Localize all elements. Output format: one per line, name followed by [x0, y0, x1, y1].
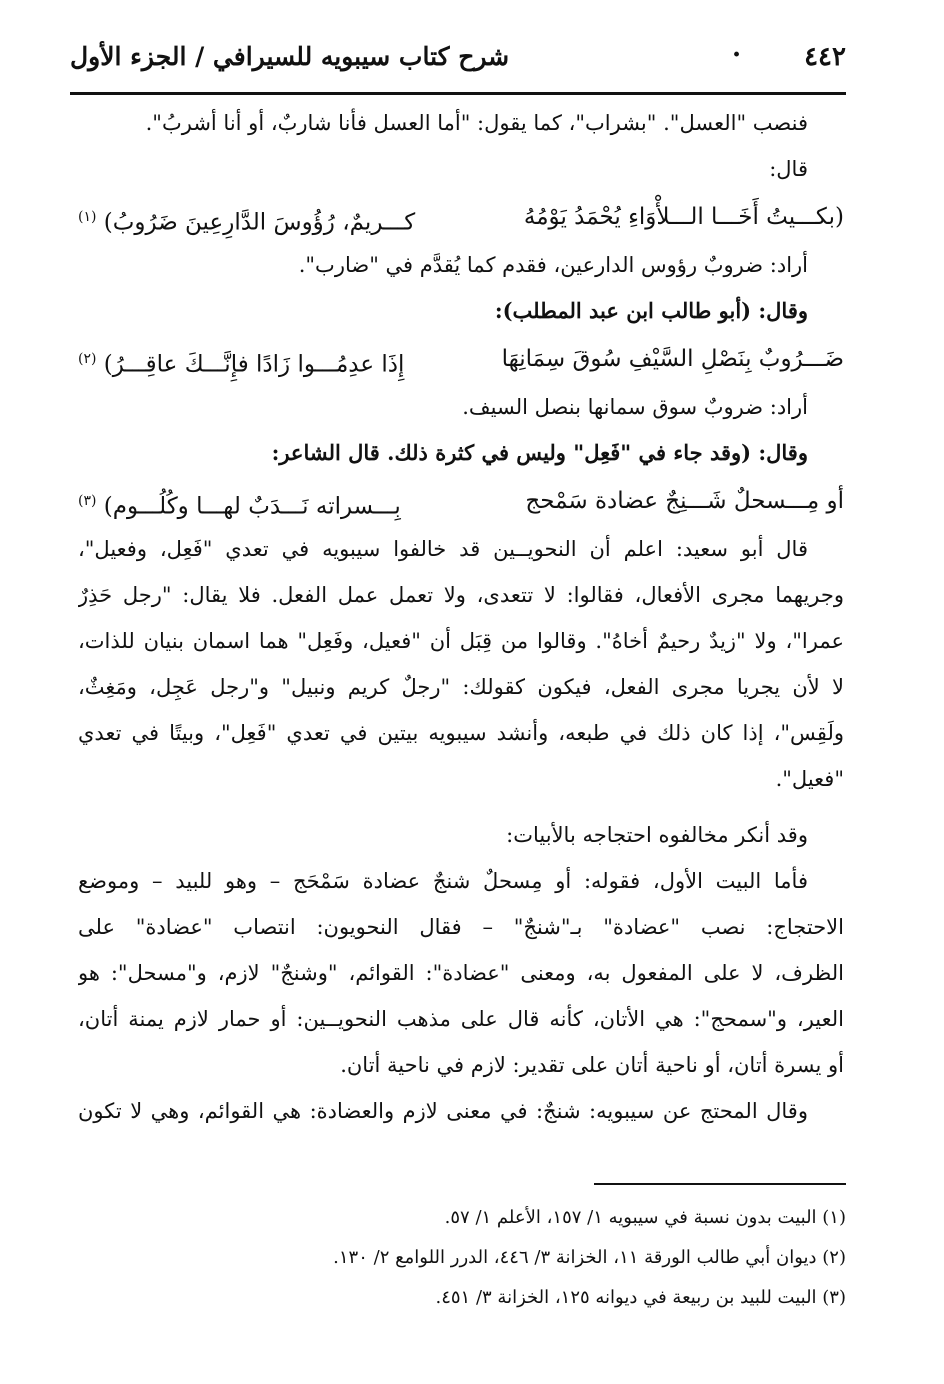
verse-2-first-hemistich: ضَـــرُوبٌ بِنَصْلِ السَّيْفِ سُوقَ سِمَانِهَا — [501, 346, 844, 372]
text-line: عمرا"، ولا "زيدٌ رحيمٌ أخاهُ". وقالوا من قِبَل أن "فعيل، وفَعِل" هما اسمان بنيان للذات، — [78, 629, 844, 653]
text-line: لا لأن يجريا مجرى الفعل، فيكون كقولك: "رجلٌ كريم ونبيل" و"رجل عَجِل، ومَغِثٌ، — [78, 675, 844, 699]
text-line: الاحتجاج: نصب "عضادة" بـ"شنجٌ" – فقال النحويون: انتصاب "عضادة" على — [78, 915, 844, 939]
header-separator: · — [732, 40, 742, 70]
footnote-ref-3: (٣) — [78, 493, 97, 509]
verse-3-second-text: بِـــسراته نَـــدَبٌ لهـــا وكُلُـــوم) — [103, 493, 401, 520]
footnote-3: (٣) البيت للبيد بن ربيعة في ديوانه ١٢٥، الخزانة ٣/ ٤٥١. — [435, 1287, 846, 1308]
header-rule — [70, 92, 846, 95]
verse-1-second-text: كـــريمٌ، رُؤُوسَ الدَّارِعِينَ ضَرُوبُ) — [103, 209, 416, 236]
text-line: "فعيل". — [775, 767, 844, 791]
verse-3-second-hemistich — [78, 476, 401, 532]
verse-3 — [78, 476, 844, 526]
verse-3-first-hemistich: أو مِـــسحلٌ شَـــنِجٌ عضادة سَمْحج — [525, 488, 844, 514]
text-line: وجريهما مجرى الأفعال، فقالوا: لا تتعدى، ولا تعمل عمل الفعل. فلا يقال: "رجل حَذِرٌ — [78, 583, 844, 607]
text-line: ولَقِس"، إذا كان ذلك في طبعه، وأنشد سيبويه بيتين في تعدي "فَعِل"، وبيتًا في تعدي — [78, 721, 844, 745]
verse-2 — [78, 334, 844, 384]
text-line: وقال: (وقد جاء في "فَعِل" وليس في كثرة ذلك. قال الشاعر: — [271, 440, 808, 465]
main-text — [78, 100, 844, 1134]
footnote-rule — [594, 1183, 846, 1185]
verse-2-second-hemistich — [78, 334, 404, 390]
footnotes — [80, 1198, 846, 1318]
text-line: فأما البيت الأول، فقوله: أو مِسحلٌ شنجٌ عضادة سَمْحَج – وهو للبيد – وموضع — [78, 869, 808, 893]
verse-1-second-hemistich — [78, 192, 415, 248]
page-number: ٤٤٢ — [804, 42, 846, 72]
footnote-1: (١) البيت بدون نسبة في سيبويه ١/ ١٥٧، الأعلم ١/ ٥٧. — [444, 1207, 846, 1228]
text-line: الظرف، لا على المفعول به، ومعنى "عضادة": القوائم، "وشنجٌ" لازم، و"مسحل": هو — [78, 961, 844, 985]
footnote-ref-2: (٢) — [78, 351, 97, 367]
verse-1 — [78, 192, 844, 242]
text-line: وقد أنكر مخالفوه احتجاجه بالأبيات: — [506, 823, 808, 847]
verse-2-second-text: إِذَا عدِمُـــوا زَادًا فإِنَّـــكَ عاقِـــرُ) — [103, 351, 405, 378]
running-title: شرح كتاب سيبويه للسيرافي / الجزء الأول — [70, 42, 510, 71]
running-header — [70, 38, 846, 84]
text-line: أو يسرة أتان، أو ناحية أتان على تقدير: لازم في ناحية أتان. — [340, 1053, 844, 1077]
text-line: فنصب "العسل". "بشراب"، كما يقول: "أما العسل فأنا شاربٌ، أو أنا أشربُ". — [145, 111, 808, 135]
verse-1-first-hemistich: (بكـــيتُ أَخَـــا الـــلأْوَاءِ يُحْمَدُ يَوْمُهُ — [523, 204, 844, 230]
text-line: أراد: ضروبٌ رؤوس الدارعين، فقدم كما يُقدَّم في "ضارب". — [298, 253, 808, 277]
text-line: أراد: ضروبٌ سوق سمانها بنصل السيف. — [462, 395, 808, 419]
text-line: قال: — [769, 157, 808, 181]
text-line: وقال المحتج عن سيبويه: شنجٌ: في معنى لازم والعضادة: هي القوائم، وهي لا تكون — [78, 1099, 808, 1123]
footnote-2: (٢) ديوان أبي طالب الورقة ١١، الخزانة ٣/ ٤٤٦، الدرر اللوامع ٢/ ١٣٠. — [333, 1247, 846, 1268]
paragraph-gap — [78, 802, 844, 812]
footnote-ref-1: (١) — [78, 209, 97, 225]
text-line: العير، و"سمحج": هي الأتان، كأنه قال على مذهب النحويــين: أو حمار لازم يمنة أتان، — [78, 1007, 844, 1031]
text-line: قال أبو سعيد: اعلم أن النحويــين قد خالفوا سيبويه في تعدي "فَعِل، وفعيل"، — [78, 537, 808, 561]
text-line: وقال: (أبو طالب ابن عبد المطلب): — [494, 298, 808, 323]
